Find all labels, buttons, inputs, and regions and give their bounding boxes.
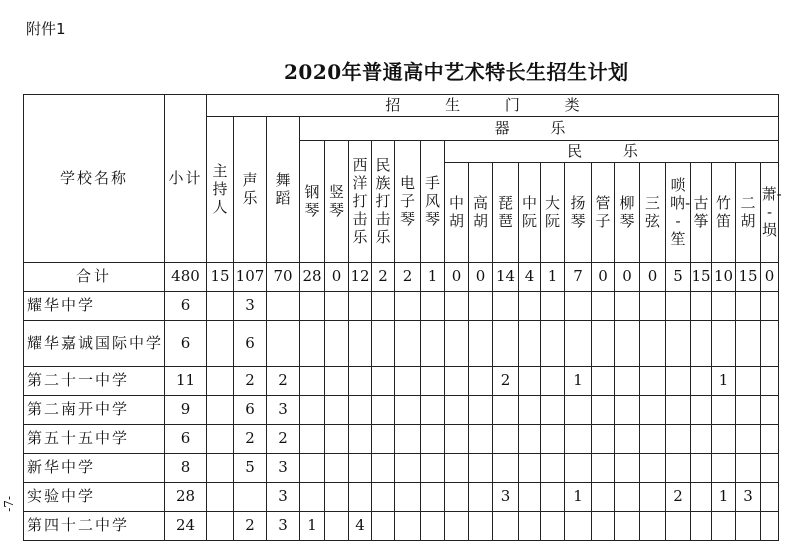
table-cell [761, 425, 779, 454]
table-cell [615, 292, 640, 321]
table-cell [640, 512, 666, 541]
table-cell [736, 321, 761, 367]
subject-host [207, 117, 234, 263]
table-cell [445, 396, 469, 425]
subject-19-label: 古筝 [693, 194, 709, 231]
totals-cell: 15 [736, 263, 761, 292]
totals-cell: 12 [349, 263, 372, 292]
table-cell [761, 321, 779, 367]
table-cell [207, 425, 234, 454]
table-cell [592, 483, 615, 512]
table-cell [372, 454, 395, 483]
table-cell [666, 396, 691, 425]
table-cell [325, 425, 349, 454]
table-cell [519, 425, 541, 454]
table-cell [519, 396, 541, 425]
table-cell: 2 [234, 367, 267, 396]
table-cell [736, 454, 761, 483]
totals-cell: 0 [615, 263, 640, 292]
table-cell [519, 321, 541, 367]
table-cell [300, 292, 325, 321]
table-cell [349, 367, 372, 396]
table-cell [541, 454, 565, 483]
table-cell [349, 425, 372, 454]
school-name: 第二十一中学 [24, 367, 165, 396]
totals-cell: 5 [666, 263, 691, 292]
table-cell [712, 396, 736, 425]
instrument-group-header: 器 乐 [300, 117, 779, 141]
subject-6-label: 民族打击乐 [375, 156, 391, 247]
table-cell [691, 396, 712, 425]
subject-4 [325, 141, 349, 263]
table-cell [372, 396, 395, 425]
table-cell: 1 [565, 367, 592, 396]
subtotal-header: 小计 [165, 95, 207, 263]
subject-dance-label: 舞蹈 [275, 171, 291, 208]
school-name: 实验中学 [24, 483, 165, 512]
table-cell [615, 454, 640, 483]
subject-22 [761, 163, 782, 263]
header-row-1 [24, 95, 779, 117]
subject-21-label: 二胡 [740, 194, 756, 231]
table-cell: 3 [493, 483, 519, 512]
table-cell [736, 396, 761, 425]
subject-3-label: 钢琴 [304, 183, 320, 220]
table-cell [615, 321, 640, 367]
table-cell [736, 292, 761, 321]
table-cell [541, 321, 565, 367]
totals-cell: 28 [300, 263, 325, 292]
subject-9-label: 中胡 [448, 194, 464, 231]
table-cell [493, 292, 519, 321]
table-cell: 3 [234, 292, 267, 321]
table-cell [207, 396, 234, 425]
school-name: 耀华嘉诚国际中学 [24, 321, 165, 367]
table-cell [761, 483, 779, 512]
table-cell: 4 [349, 512, 372, 541]
table-cell [325, 321, 349, 367]
table-cell [592, 367, 615, 396]
page-number: -7- [2, 496, 16, 512]
table-cell [541, 396, 565, 425]
table-cell [691, 292, 712, 321]
table-cell [207, 512, 234, 541]
table-cell [469, 292, 493, 321]
table-cell: 24 [165, 512, 207, 541]
totals-cell: 7 [565, 263, 592, 292]
table-cell: 1 [300, 512, 325, 541]
totals-cell: 107 [234, 263, 267, 292]
table-row [24, 425, 779, 454]
table-cell [592, 454, 615, 483]
table-cell [234, 483, 267, 512]
table-cell [325, 367, 349, 396]
table-row [24, 396, 779, 425]
table-cell [421, 321, 445, 367]
totals-label: 合计 [24, 263, 165, 292]
table-cell: 2 [267, 367, 300, 396]
table-cell [493, 454, 519, 483]
totals-cell: 14 [493, 263, 519, 292]
table-cell [615, 512, 640, 541]
table-cell [395, 321, 421, 367]
table-cell [493, 396, 519, 425]
table-cell: 2 [493, 367, 519, 396]
table-cell [469, 367, 493, 396]
subject-19 [691, 163, 712, 263]
subject-13-label: 大阮 [544, 194, 560, 231]
table-cell [445, 512, 469, 541]
subject-vocal [234, 117, 267, 263]
table-cell [736, 512, 761, 541]
table-cell [469, 321, 493, 367]
table-cell: 8 [165, 454, 207, 483]
totals-cell: 15 [207, 263, 234, 292]
table-cell [640, 396, 666, 425]
subject-16-label: 柳琴 [619, 194, 635, 231]
subject-21 [736, 163, 761, 263]
table-cell [469, 483, 493, 512]
table-row [24, 512, 779, 541]
table-cell: 2 [234, 425, 267, 454]
table-cell [207, 292, 234, 321]
table-cell [469, 454, 493, 483]
table-cell [761, 512, 779, 541]
table-cell [493, 321, 519, 367]
table-cell [395, 483, 421, 512]
table-cell [421, 425, 445, 454]
table-cell [691, 425, 712, 454]
table-cell [372, 292, 395, 321]
table-cell [395, 512, 421, 541]
table-cell [421, 512, 445, 541]
table-cell: 1 [565, 483, 592, 512]
table-cell [519, 483, 541, 512]
table-cell [445, 367, 469, 396]
subject-17 [640, 163, 666, 263]
table-cell [372, 425, 395, 454]
table-row [24, 367, 779, 396]
table-cell: 3 [267, 454, 300, 483]
totals-cell: 0 [640, 263, 666, 292]
table-cell [300, 425, 325, 454]
table-cell [519, 292, 541, 321]
table-cell [325, 454, 349, 483]
table-cell [712, 425, 736, 454]
table-cell: 3 [267, 483, 300, 512]
table-cell [469, 396, 493, 425]
totals-cell: 0 [469, 263, 493, 292]
table-cell [493, 512, 519, 541]
table-cell [372, 367, 395, 396]
table-cell [615, 483, 640, 512]
table-cell [712, 454, 736, 483]
table-cell [712, 321, 736, 367]
table-cell: 3 [267, 512, 300, 541]
table-cell [445, 425, 469, 454]
table-cell [640, 454, 666, 483]
table-cell [541, 425, 565, 454]
table-cell [640, 321, 666, 367]
table-cell: 6 [165, 292, 207, 321]
subject-vocal-label: 声乐 [242, 171, 258, 208]
table-cell: 11 [165, 367, 207, 396]
table-cell [565, 396, 592, 425]
table-cell [469, 425, 493, 454]
school-name: 第四十二中学 [24, 512, 165, 541]
table-cell [615, 367, 640, 396]
table-cell [300, 367, 325, 396]
table-cell [300, 454, 325, 483]
table-cell [565, 512, 592, 541]
table-cell [541, 367, 565, 396]
table-cell [666, 512, 691, 541]
table-cell [445, 483, 469, 512]
subject-11 [493, 163, 519, 263]
table-cell [421, 396, 445, 425]
table-cell [736, 425, 761, 454]
table-cell [372, 321, 395, 367]
table-cell [395, 454, 421, 483]
table-cell [541, 483, 565, 512]
subject-10-label: 高胡 [472, 194, 488, 231]
subject-3 [300, 141, 325, 263]
table-cell [207, 367, 234, 396]
totals-cell: 4 [519, 263, 541, 292]
subject-22-label: 萧--埙 [761, 185, 782, 240]
attachment-label: 附件1 [26, 20, 66, 38]
table-cell: 6 [165, 321, 207, 367]
table-cell [469, 512, 493, 541]
totals-cell: 70 [267, 263, 300, 292]
subject-5-label: 西洋打击乐 [352, 156, 368, 247]
totals-cell: 15 [691, 263, 712, 292]
table-cell [666, 321, 691, 367]
totals-cell: 0 [761, 263, 779, 292]
table-cell [519, 367, 541, 396]
table-cell [761, 396, 779, 425]
totals-cell: 0 [445, 263, 469, 292]
table-cell: 3 [736, 483, 761, 512]
table-cell [421, 454, 445, 483]
table-cell [565, 292, 592, 321]
table-cell [325, 292, 349, 321]
totals-cell: 10 [712, 263, 736, 292]
subject-20-label: 竹笛 [715, 194, 731, 231]
subject-4-label: 竖琴 [328, 183, 344, 220]
table-cell [267, 321, 300, 367]
table-cell [761, 367, 779, 396]
table-cell: 5 [234, 454, 267, 483]
subject-11-label: 琵琶 [497, 194, 513, 231]
table-cell [565, 454, 592, 483]
table-cell [300, 483, 325, 512]
subject-8 [421, 141, 445, 263]
enrollment-table [23, 94, 782, 541]
totals-cell: 480 [165, 263, 207, 292]
table-cell [519, 454, 541, 483]
table-cell: 2 [267, 425, 300, 454]
subject-18 [666, 163, 691, 263]
subject-7-label: 电子琴 [399, 174, 415, 229]
page-title: 2020年普通高中艺术特长生招生计划 [284, 60, 629, 84]
table-cell [349, 454, 372, 483]
table-cell: 1 [712, 483, 736, 512]
table-cell [325, 396, 349, 425]
table-cell [565, 425, 592, 454]
table-cell [736, 367, 761, 396]
table-cell [395, 425, 421, 454]
table-cell [640, 367, 666, 396]
table-cell [207, 454, 234, 483]
table-cell [325, 512, 349, 541]
subject-13 [541, 163, 565, 263]
table-cell [691, 321, 712, 367]
table-cell: 1 [712, 367, 736, 396]
subject-12 [519, 163, 541, 263]
school-name: 耀华中学 [24, 292, 165, 321]
subject-15-label: 管子 [595, 194, 611, 231]
subject-10 [469, 163, 493, 263]
table-cell [592, 425, 615, 454]
totals-cell: 2 [372, 263, 395, 292]
table-cell [592, 396, 615, 425]
table-cell [421, 367, 445, 396]
subject-14-label: 扬琴 [570, 194, 586, 231]
table-cell: 2 [666, 483, 691, 512]
subject-20 [712, 163, 736, 263]
table-cell [712, 512, 736, 541]
table-cell [666, 454, 691, 483]
subject-7 [395, 141, 421, 263]
table-cell [640, 292, 666, 321]
table-cell [445, 292, 469, 321]
table-cell [712, 292, 736, 321]
table-row [24, 292, 779, 321]
category-group-header: 招 生 门 类 [207, 95, 779, 117]
table-cell [541, 292, 565, 321]
subject-8-label: 手风琴 [424, 174, 440, 229]
table-cell [325, 483, 349, 512]
table-cell [207, 321, 234, 367]
table-row [24, 321, 779, 367]
table-cell [666, 292, 691, 321]
table-cell [349, 396, 372, 425]
table-cell [761, 454, 779, 483]
table-cell [267, 292, 300, 321]
table-cell: 2 [234, 512, 267, 541]
table-cell [349, 321, 372, 367]
school-name: 第二南开中学 [24, 396, 165, 425]
table-cell [493, 425, 519, 454]
subject-12-label: 中阮 [521, 194, 537, 231]
table-cell [421, 292, 445, 321]
table-row [24, 454, 779, 483]
school-name: 新华中学 [24, 454, 165, 483]
table-cell [349, 483, 372, 512]
table-cell [207, 483, 234, 512]
school-name: 第五十五中学 [24, 425, 165, 454]
subject-dance [267, 117, 300, 263]
table-cell [615, 425, 640, 454]
table-cell [592, 292, 615, 321]
table-cell [519, 512, 541, 541]
table-cell [592, 321, 615, 367]
subject-9 [445, 163, 469, 263]
table-cell [691, 512, 712, 541]
table-cell [349, 292, 372, 321]
table-cell [300, 321, 325, 367]
table-cell [666, 367, 691, 396]
table-cell [541, 512, 565, 541]
table-cell [395, 396, 421, 425]
subject-15 [592, 163, 615, 263]
table-cell [615, 396, 640, 425]
subject-14 [565, 163, 592, 263]
table-row [24, 483, 779, 512]
table-cell [691, 483, 712, 512]
table-cell [666, 425, 691, 454]
totals-row [24, 263, 779, 292]
table-cell [421, 483, 445, 512]
table-cell [592, 512, 615, 541]
totals-cell: 1 [421, 263, 445, 292]
table-cell [565, 321, 592, 367]
table-cell: 28 [165, 483, 207, 512]
table-cell [445, 321, 469, 367]
table-cell [691, 367, 712, 396]
subject-6 [372, 141, 395, 263]
subject-host-label: 主持人 [212, 162, 228, 217]
table-cell: 6 [165, 425, 207, 454]
subject-17-label: 三弦 [644, 194, 660, 231]
totals-cell: 0 [592, 263, 615, 292]
table-cell [640, 425, 666, 454]
totals-cell: 2 [395, 263, 421, 292]
table-cell [761, 292, 779, 321]
totals-cell: 1 [541, 263, 565, 292]
subject-5 [349, 141, 372, 263]
table-cell [395, 292, 421, 321]
table-cell [691, 454, 712, 483]
table-cell [395, 367, 421, 396]
table-cell [445, 454, 469, 483]
subject-16 [615, 163, 640, 263]
table-cell: 9 [165, 396, 207, 425]
table-cell [372, 512, 395, 541]
folk-group-header: 民 乐 [445, 141, 779, 163]
school-name-header: 学校名称 [24, 95, 165, 263]
subject-18-label: 唢呐--笙 [670, 176, 691, 249]
totals-cell: 0 [325, 263, 349, 292]
table-cell: 6 [234, 396, 267, 425]
table-cell [300, 396, 325, 425]
table-cell: 3 [267, 396, 300, 425]
table-cell [372, 483, 395, 512]
table-cell: 6 [234, 321, 267, 367]
table-cell [640, 483, 666, 512]
